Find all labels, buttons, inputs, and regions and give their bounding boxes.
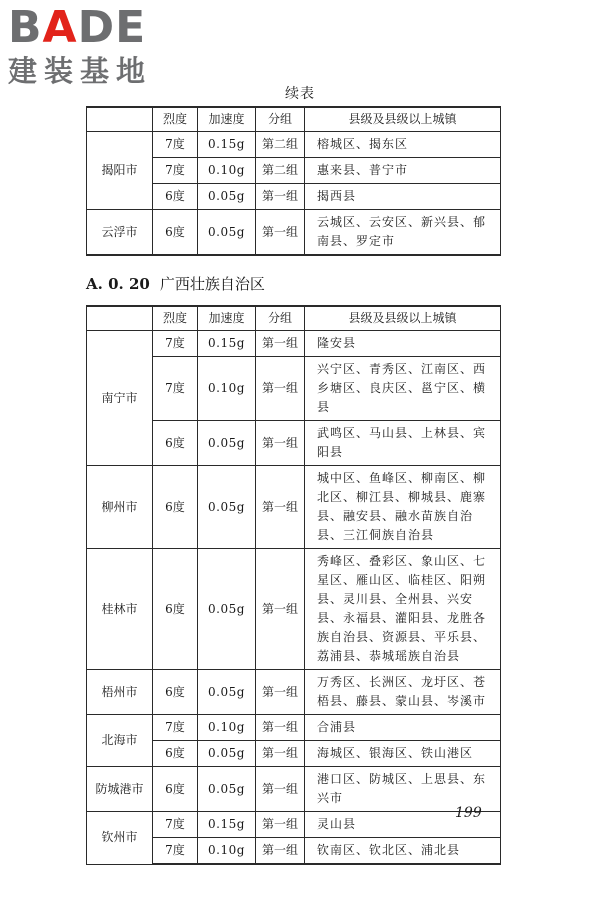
towns-cell: 灵山县 <box>305 812 501 838</box>
group-cell: 第一组 <box>256 670 305 715</box>
header-towns: 县级及县级以上城镇 <box>305 107 501 132</box>
group-cell: 第一组 <box>256 357 305 421</box>
city-cell: 北海市 <box>87 715 153 767</box>
group-cell: 第一组 <box>256 421 305 466</box>
intensity-cell: 6度 <box>153 210 198 256</box>
table-row <box>87 767 501 812</box>
group-cell: 第一组 <box>256 715 305 741</box>
city-cell: 柳州市 <box>87 466 153 549</box>
city-cell: 云浮市 <box>87 210 153 256</box>
group-cell: 第一组 <box>256 210 305 256</box>
acceleration-cell: 0.05g <box>198 210 256 256</box>
page-number: 199 <box>455 805 482 821</box>
acceleration-cell: 0.05g <box>198 549 256 670</box>
logo-suffix: DE <box>77 2 147 53</box>
table-row <box>87 466 501 549</box>
group-cell: 第一组 <box>256 767 305 812</box>
intensity-cell: 7度 <box>153 331 198 357</box>
city-cell: 南宁市 <box>87 331 153 466</box>
towns-cell: 武鸣区、马山县、上林县、宾阳县 <box>305 421 501 466</box>
towns-cell: 云城区、云安区、新兴县、郁南县、罗定市 <box>305 210 501 256</box>
intensity-cell: 6度 <box>153 741 198 767</box>
logo-wordmark <box>8 2 178 53</box>
acceleration-cell: 0.15g <box>198 132 256 158</box>
group-cell: 第一组 <box>256 838 305 865</box>
table-guangxi <box>86 305 501 865</box>
towns-cell: 城中区、鱼峰区、柳南区、柳北区、柳江县、柳城县、鹿寨县、融安县、融水苗族自治县、三江侗族自治县 <box>305 466 501 549</box>
header-city <box>87 107 153 132</box>
towns-cell: 合浦县 <box>305 715 501 741</box>
table-row <box>87 715 501 741</box>
table-row <box>87 331 501 357</box>
group-cell: 第二组 <box>256 158 305 184</box>
towns-cell: 惠来县、普宁市 <box>305 158 501 184</box>
section-number: A. 0. 20 <box>86 275 150 293</box>
brand-logo <box>8 2 178 88</box>
towns-cell: 兴宁区、青秀区、江南区、西乡塘区、良庆区、邕宁区、横县 <box>305 357 501 421</box>
logo-accent-letter: A <box>42 2 78 53</box>
group-cell: 第一组 <box>256 812 305 838</box>
table-row <box>87 210 501 256</box>
towns-cell: 万秀区、长洲区、龙圩区、苍梧县、藤县、蒙山县、岑溪市 <box>305 670 501 715</box>
header-acceleration: 加速度 <box>198 306 256 331</box>
city-cell: 揭阳市 <box>87 132 153 210</box>
intensity-cell: 6度 <box>153 767 198 812</box>
logo-prefix: B <box>8 2 43 53</box>
table-header-row <box>87 306 501 331</box>
acceleration-cell: 0.05g <box>198 767 256 812</box>
table-row <box>87 812 501 838</box>
header-city <box>87 306 153 331</box>
table-row <box>87 132 501 158</box>
acceleration-cell: 0.15g <box>198 812 256 838</box>
towns-cell: 揭西县 <box>305 184 501 210</box>
section-heading <box>86 273 265 294</box>
acceleration-cell: 0.05g <box>198 466 256 549</box>
city-cell: 梧州市 <box>87 670 153 715</box>
city-cell: 钦州市 <box>87 812 153 865</box>
group-cell: 第一组 <box>256 549 305 670</box>
acceleration-cell: 0.05g <box>198 670 256 715</box>
intensity-cell: 7度 <box>153 715 198 741</box>
group-cell: 第一组 <box>256 331 305 357</box>
acceleration-cell: 0.05g <box>198 421 256 466</box>
header-towns: 县级及县级以上城镇 <box>305 306 501 331</box>
header-intensity: 烈度 <box>153 107 198 132</box>
towns-cell: 海城区、银海区、铁山港区 <box>305 741 501 767</box>
intensity-cell: 6度 <box>153 184 198 210</box>
acceleration-cell: 0.05g <box>198 184 256 210</box>
acceleration-cell: 0.15g <box>198 331 256 357</box>
group-cell: 第一组 <box>256 466 305 549</box>
acceleration-cell: 0.10g <box>198 838 256 865</box>
table-row <box>87 670 501 715</box>
towns-cell: 榕城区、揭东区 <box>305 132 501 158</box>
table-header-row <box>87 107 501 132</box>
towns-cell: 钦南区、钦北区、浦北县 <box>305 838 501 865</box>
header-group: 分组 <box>256 107 305 132</box>
table-continued <box>86 106 501 256</box>
intensity-cell: 6度 <box>153 549 198 670</box>
table-row <box>87 549 501 670</box>
intensity-cell: 7度 <box>153 357 198 421</box>
intensity-cell: 6度 <box>153 466 198 549</box>
intensity-cell: 6度 <box>153 421 198 466</box>
header-group: 分组 <box>256 306 305 331</box>
acceleration-cell: 0.05g <box>198 741 256 767</box>
logo-chinese-name: 建装基地 <box>8 54 153 88</box>
intensity-cell: 7度 <box>153 812 198 838</box>
intensity-cell: 7度 <box>153 132 198 158</box>
intensity-cell: 7度 <box>153 838 198 865</box>
continuation-label: 续表 <box>285 86 315 102</box>
towns-cell: 隆安县 <box>305 331 501 357</box>
group-cell: 第一组 <box>256 741 305 767</box>
acceleration-cell: 0.10g <box>198 158 256 184</box>
city-cell: 桂林市 <box>87 549 153 670</box>
towns-cell: 港口区、防城区、上思县、东兴市 <box>305 767 501 812</box>
acceleration-cell: 0.10g <box>198 357 256 421</box>
acceleration-cell: 0.10g <box>198 715 256 741</box>
city-cell: 防城港市 <box>87 767 153 812</box>
header-acceleration: 加速度 <box>198 107 256 132</box>
header-intensity: 烈度 <box>153 306 198 331</box>
intensity-cell: 7度 <box>153 158 198 184</box>
intensity-cell: 6度 <box>153 670 198 715</box>
group-cell: 第二组 <box>256 132 305 158</box>
towns-cell: 秀峰区、叠彩区、象山区、七星区、雁山区、临桂区、阳朔县、灵川县、全州县、兴安县、永福县、灌阳县、龙胜各族自治县、资源县、平乐县、荔浦县、恭城瑶族自治县 <box>305 549 501 670</box>
group-cell: 第一组 <box>256 184 305 210</box>
section-title: 广西壮族自治区 <box>159 275 265 293</box>
